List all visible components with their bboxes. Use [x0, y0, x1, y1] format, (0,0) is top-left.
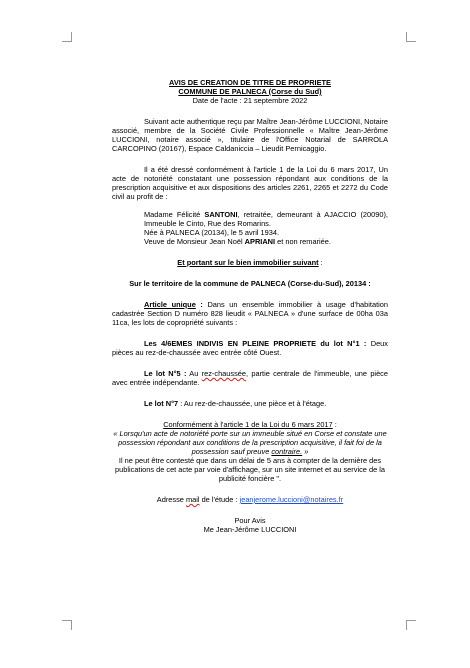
property-heading-text: Et portant sur le bien immobilier suivant [177, 258, 319, 267]
lot-5-label: Le lot N°5 : [144, 369, 187, 378]
lot-5-paragraph [112, 369, 388, 387]
beneficiary-block [144, 210, 388, 246]
beneficiary-identity [144, 210, 388, 228]
lot-1-label: Les 4/6EMES INDIVIS EN PLEINE PROPRIETE du lot N°1 : [144, 339, 367, 348]
lot-7-paragraph [112, 399, 388, 408]
crop-mark-bottom-left [62, 620, 72, 630]
article-label: Article unique [144, 300, 196, 309]
document-title: AVIS DE CREATION DE TITRE DE PROPRIETE [169, 78, 331, 87]
lot-5-spellcheck-word: rez-chaussée [201, 369, 247, 378]
widow-surname: APRIANI [244, 237, 276, 246]
article-paragraph [112, 300, 388, 327]
office-email-link[interactable]: jeanjerome.luccioni@notaires.fr [239, 495, 344, 504]
lot-5-text-end: , partie centrale de l'immeuble, une pièce avec entrée indépendante. [112, 369, 388, 387]
article-text: Dans un ensemble immobilier à usage d'habitation cadastrée Section D numéro 828 lieudit « PALNECA » d'une surface de 00ha 03a 11ca, les lots de copropriété suivants : [112, 300, 389, 327]
widow-prefix: Veuve de Monsieur Jean Noël [144, 237, 245, 246]
lot-5-text-start: Au [186, 369, 202, 378]
signature-line-2: Me Jean-Jérôme LUCCIONI [203, 525, 297, 534]
beneficiary-address: , retraitée, demeurant à AJACCIO (20090), Immeuble le Cinto, Rue des Romarins. [144, 210, 388, 228]
beneficiary-birth: Née à PALNECA (20134), le 5 avril 1934. [144, 228, 280, 237]
mail-mid: de l'étude : [199, 495, 240, 504]
beneficiary-widow [144, 237, 388, 246]
mail-spellcheck-word: mail [185, 495, 200, 504]
contest-paragraph: Il ne peut être contesté que dans un délai de 5 ans à compter de la dernière des publications de cet acte par voie d'affichage, sur un site internet et au service de la publicité foncière ". [115, 456, 385, 483]
conformity-heading-suffix: : [332, 420, 337, 429]
law-quote-close: » [302, 447, 309, 456]
drawn-up-paragraph: Il a été dressé conformément à l'article 1 de la Loi du 6 mars 2017, Un acte de notoriété constatant une possession répondant aux conditions de la prescription acquisitive et aux dispositions des articles 2261, 2265 et 2272 du Code civil au profit de : [112, 165, 388, 201]
conformity-heading-text: Conformément à l'article 1 de la Loi du 6 mars 2017 [163, 420, 333, 429]
law-quote [112, 429, 388, 456]
intro-paragraph: Suivant acte authentique reçu par Maître Jean-Jérôme LUCCIONI, Notaire associé, membre de la Société Civile Professionnelle « Maître Jean-Jérôme LUCCIONI, notaire associé », titulaire de l'Office Notarial de SARROLA CARCOPINO (20167), Espace Caldaniccia – Lieudit Pernicaggio. [112, 117, 389, 153]
document-body [112, 78, 388, 534]
territory-line: Sur le territoire de la commune de PALNECA (Corse-du-Sud), 20134 : [129, 279, 371, 288]
beneficiary-prefix: Madame Félicité [144, 210, 205, 219]
widow-rest: et non remariée. [275, 237, 331, 246]
lot-1-paragraph [112, 339, 388, 357]
law-quote-text: « Lorsqu'un acte de notoriété porte sur un immeuble situé en Corse et constate une possession répondant aux conditions de la prescription acquisitive, il fait foi de la possession sauf preuve [113, 429, 387, 456]
law-quote-underlined: contraire. [271, 447, 303, 456]
lot-7-text: : Au rez-de-chaussée, une pièce et à l'étage. [178, 399, 327, 408]
lot-1-text: Deux pièces au rez-de-chaussée avec entrée côté Ouest. [112, 339, 388, 357]
signature-line-1: Pour Avis [234, 516, 266, 525]
lot-7-label: Le lot N°7 [144, 399, 179, 408]
crop-mark-top-left [62, 32, 72, 42]
property-heading [112, 258, 388, 267]
crop-mark-top-right [406, 32, 416, 42]
property-heading-suffix: : [318, 258, 323, 267]
document-subtitle: COMMUNE DE PALNECA (Corse du Sud) [178, 87, 322, 96]
crop-mark-bottom-right [406, 620, 416, 630]
mail-prefix: Adresse [156, 495, 186, 504]
conformity-heading [112, 420, 388, 429]
article-colon: : [195, 300, 203, 309]
beneficiary-surname: SANTONI [204, 210, 238, 219]
act-date: Date de l'acte : 21 septembre 2022 [192, 96, 308, 105]
mail-line [112, 495, 388, 504]
